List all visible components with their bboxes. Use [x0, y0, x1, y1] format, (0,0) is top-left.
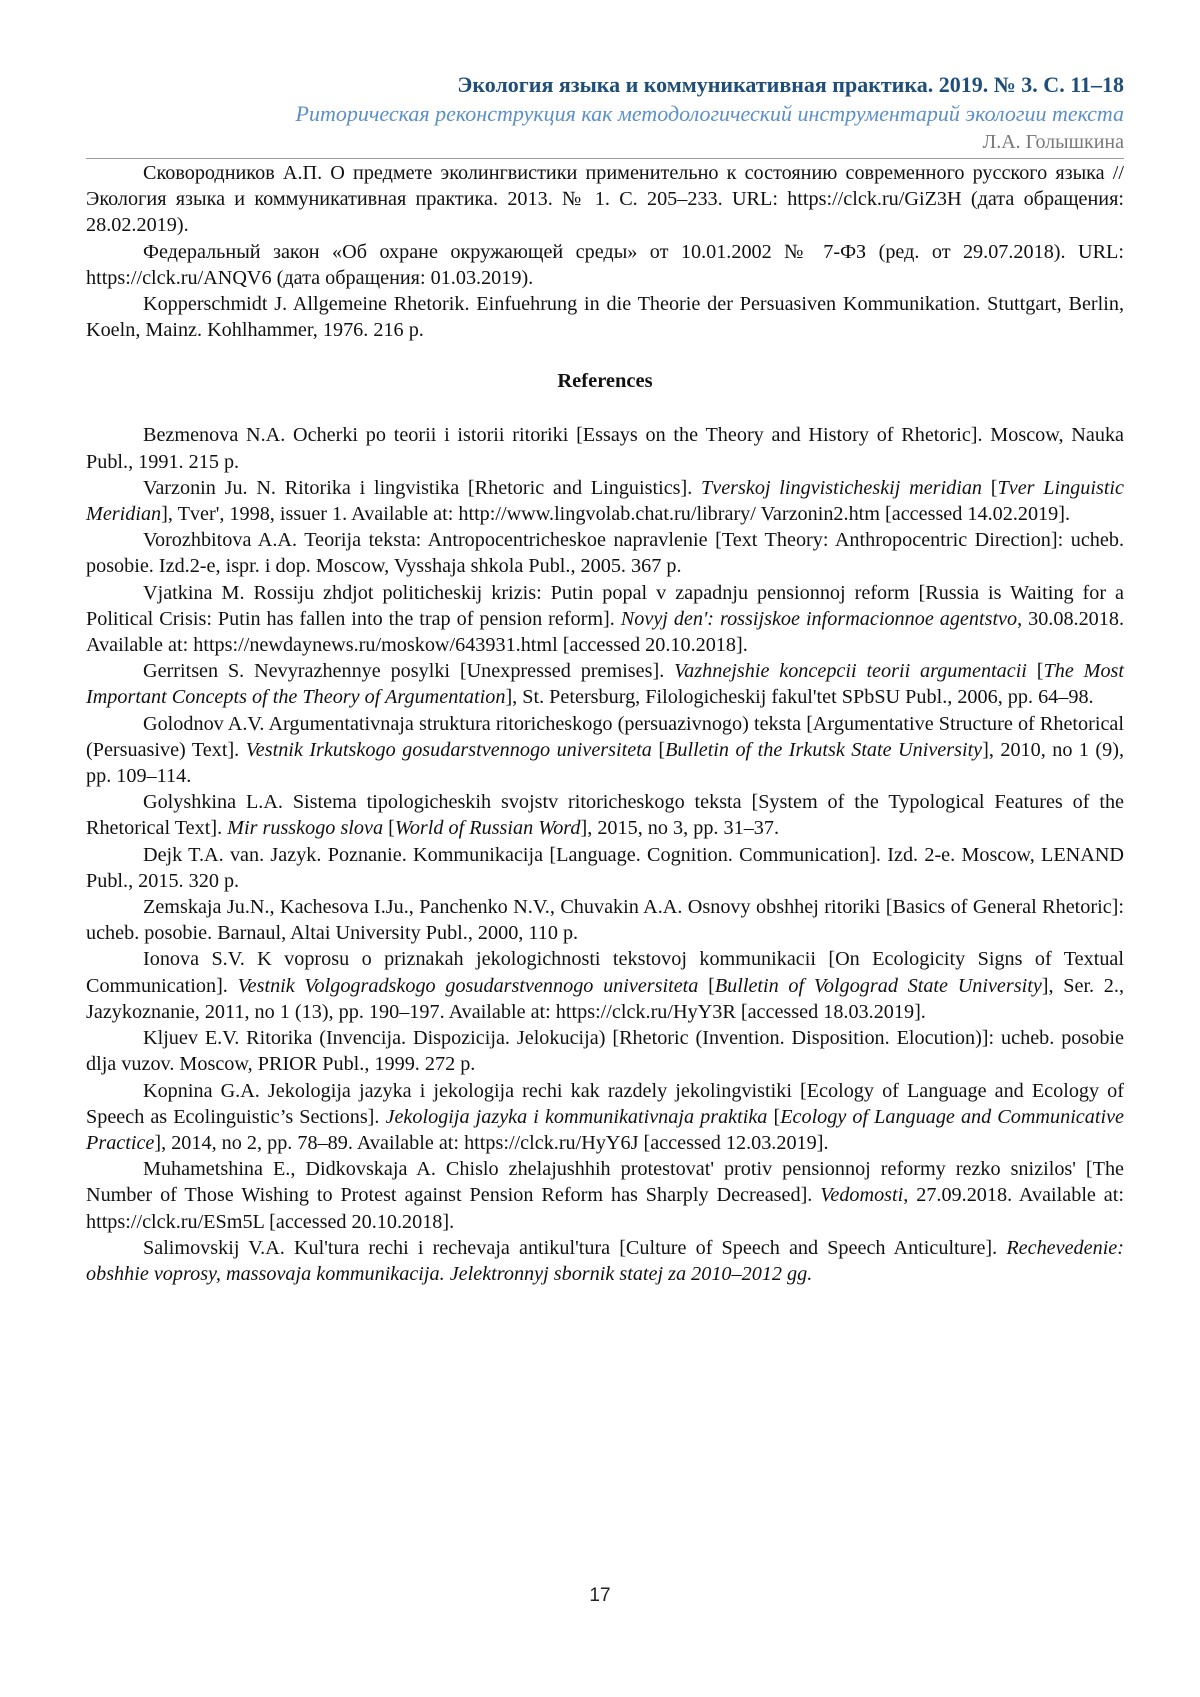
bibliography-entry [86, 291, 1124, 343]
entry-text: [ [698, 974, 715, 997]
entry-italic-text: Jekologija jazyka i kommunikativnaja praktika [385, 1105, 768, 1128]
bibliography-tail [86, 160, 1124, 343]
entry-text: ], St. Petersburg, Filologicheskij fakul'tet SPbSU Publ., 2006, pp. 64–98. [505, 686, 1094, 709]
reference-entry [86, 658, 1124, 710]
bibliography-entry [86, 239, 1124, 291]
entry-italic-text: Vestnik Volgogradskogo gosudarstvennogo universiteta [237, 974, 699, 997]
reference-entry [86, 1156, 1124, 1235]
article-title: Риторическая реконструкция как методологический инструментарий экологии текста [295, 101, 1124, 126]
entry-text: [ [651, 738, 666, 761]
reference-entry [86, 527, 1124, 579]
reference-entry [86, 894, 1124, 946]
author-name: Л.А. Голышкина [982, 131, 1124, 153]
entry-italic-text: The Most Important Concepts of the Theory of Argumentation [86, 660, 1124, 709]
reference-entry [86, 946, 1124, 1025]
entry-italic-text: Vedomosti [820, 1184, 904, 1207]
entry-italic-text: Tverskoj lingvisticheskij meridian [701, 476, 983, 499]
entry-text: ], 2014, no 2, pp. 78–89. Available at: https://clck.ru/HyY6J [accessed 12.03.2019]. [154, 1131, 829, 1154]
header-divider [86, 158, 1124, 159]
entry-text: [ [767, 1105, 781, 1128]
entry-text: ], 2010, no 1 (9), pp. 109–114. [86, 738, 1124, 788]
entry-text: Gerritsen S. Nevyrazhennye posylki [Unexpressed premises]. [143, 660, 675, 683]
entry-text: , 30.08.2018. Available at: https://newdaynews.ru/moskow/643931.html [accessed 20.10.2018]. [86, 607, 1125, 657]
running-header [86, 70, 1124, 156]
entry-text: Muhametshina E., Didkovskaja A. Chislo zhelajushhih protestovat' protiv pensionnoj reformy rezko snizilos' [The Number of Those Wishing to Protest against Pension Reform has Sharply Decreased]. [86, 1158, 1124, 1207]
entry-text: Kopnina G.A. Jekologija jazyka i jekologija rechi kak razdely jekolingvistiki [Ecology of Language and Ecology of Speech as Ecolinguistic’s Sections]. [86, 1079, 1124, 1128]
journal-title: Экология языка и коммуникативная практика. 2019. № 3. С. 11–18 [457, 72, 1124, 97]
entry-text: Vorozhbitova A.A. Teorija teksta: Antropocentricheskoe napravlenie [Text Theory: Anthropocentric Direction]: ucheb. posobie. Izd.2-e, ispr. i dop. Moscow, Vysshaja shkola Publ., 2005. 367 p. [86, 529, 1124, 578]
entry-text: Dejk T.A. van. Jazyk. Poznanie. Kommunikacija [Language. Cognition. Communication]. Izd. 2-e. Moscow, LENAND Publ., 2015. 320 p. [86, 843, 1124, 892]
entry-text: Bezmenova N.A. Ocherki po teorii i istorii ritoriki [Essays on the Theory and History of Rhetoric]. Moscow, Nauka Publ., 1991. 215 p. [86, 424, 1124, 473]
entry-italic-text: Rechevedenie: obshhie voprosy, massovaja kommunikacija. Jelektronnyj sbornik statej za 2010–2012 gg. [86, 1236, 1124, 1285]
references-list [86, 422, 1124, 1287]
entry-text: Salimovskij V.A. Kul'tura rechi i rechevaja antikul'tura [Culture of Speech and Speech Anticulture]. [143, 1236, 1007, 1259]
entry-text: Kljuev E.V. Ritorika (Invencija. Dispozicija. Jelokucija) [Rhetoric (Invention. Disposition. Elocution)]: ucheb. posobie dlja vuzov. Moscow, PRIOR Publ., 1999. 272 p. [86, 1027, 1124, 1076]
page-body [86, 160, 1124, 1287]
entry-text: Федеральный закон «Об охране окружающей среды» от 10.01.2002 № 7-ФЗ (ред. от 29.07.2018). URL: https://clck.ru/ANQV6 (дата обращения: 01.03.2019). [86, 240, 1124, 289]
entry-italic-text: Novyj den': rossijskoe informacionnoe agentstvo [620, 607, 1018, 630]
entry-text: ], 2015, no 3, pp. 31–37. [580, 817, 780, 840]
entry-text: ], Ser. 2., Jazykoznanie, 2011, no 1 (13), pp. 190–197. Available at: https://clck.ru/HyY3R [accessed 18.03.2019]. [86, 974, 1124, 1023]
entry-text: [ [1026, 660, 1044, 683]
reference-entry [86, 422, 1124, 474]
references-heading: References [557, 370, 653, 393]
reference-entry [86, 1235, 1124, 1287]
entry-text: Golodnov A.V. Argumentativnaja struktura ritoricheskogo (persuazivnogo) teksta [Argumentative Structure of Rhetorical (Persuasive) Text]. [86, 712, 1124, 761]
reference-entry [86, 1078, 1124, 1157]
entry-italic-text: World of Russian Word [394, 817, 581, 840]
entry-italic-text: Bulletin of the Irkutsk State University [665, 738, 983, 761]
entry-italic-text: Tver Linguistic Meridian [86, 476, 1125, 526]
reference-entry [86, 842, 1124, 894]
entry-italic-text: Ecology of Language and Communicative Practice [86, 1105, 1124, 1154]
reference-entry [86, 711, 1124, 790]
entry-text: , 27.09.2018. Available at: https://clck.ru/ESm5L [accessed 20.10.2018]. [86, 1184, 1124, 1233]
entry-text: Сковородников А.П. О предмете эколингвистики применительно к состоянию современного русского языка // Экология языка и коммуникативная практика. 2013. № 1. С. 205–233. URL: https://clck.ru/GiZ3H (дата обращения: 28.02.2019). [86, 162, 1124, 237]
entry-text: [ [383, 817, 395, 840]
reference-entry [86, 789, 1124, 841]
entry-text: Zemskaja Ju.N., Kachesova I.Ju., Panchenko N.V., Chuvakin A.A. Osnovy obshhej ritoriki [Basics of General Rhetoric]: ucheb. posobie. Barnaul, Altai University Publ., 2000, 110 p. [86, 896, 1124, 945]
entry-italic-text: Vazhnejshie koncepcii teorii argumentacii [674, 660, 1027, 683]
entry-italic-text: Vestnik Irkutskogo gosudarstvennogo universiteta [245, 738, 652, 761]
entry-text: Vjatkina M. Rossiju zhdjot politicheskij krizis: Putin popal v zapadnju pensionnoj reform [Russia is Waiting for a Political Crisis: Putin has fallen into the trap of pension reform]. [86, 581, 1124, 630]
reference-entry [86, 475, 1124, 527]
entry-text: Varzonin Ju. N. Ritorika i lingvistika [Rhetoric and Linguistics]. [143, 476, 702, 499]
reference-entry [86, 1025, 1124, 1077]
entry-text: ], Tver', 1998, issuer 1. Available at: http://www.lingvolab.chat.ru/library/ Varzonin2.htm [accessed 14.02.2019]. [161, 503, 1071, 526]
page-number: 17 [589, 1585, 611, 1606]
entry-italic-text: Mir russkogo slova [227, 817, 384, 840]
bibliography-entry [86, 160, 1124, 239]
reference-entry [86, 580, 1124, 659]
entry-text: Kopperschmidt J. Allgemeine Rhetorik. Einfuehrung in die Theorie der Persuasiven Kommunikation. Stuttgart, Berlin, Koeln, Mainz. Kohlhammer, 1976. 216 p. [86, 293, 1124, 342]
entry-text: Ionova S.V. K voprosu o priznakah jekologichnosti tekstovoj kommunikacii [On Ecologicity Signs of Textual Communication]. [86, 948, 1124, 997]
entry-text: Golyshkina L.A. Sistema tipologicheskih svojstv ritoricheskogo teksta [System of the Typological Features of the Rhetorical Text]. [86, 791, 1124, 840]
entry-italic-text: Bulletin of Volgograd State University [714, 974, 1042, 997]
entry-text: [ [982, 476, 998, 499]
